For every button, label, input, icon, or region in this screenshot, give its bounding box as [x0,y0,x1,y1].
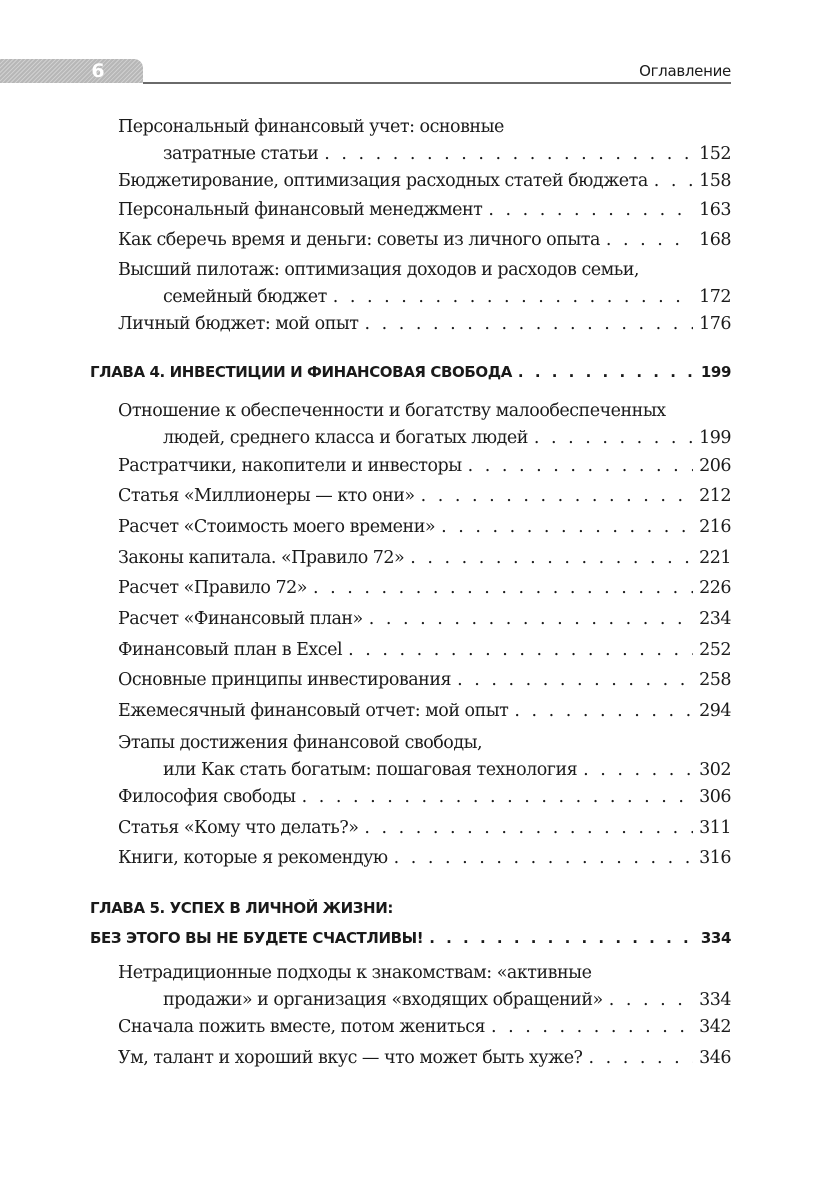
chapter-title: ГЛАВА 4. ИНВЕСТИЦИИ И ФИНАНСОВАЯ СВОБОДА [90,363,512,381]
toc-entry[interactable] [118,545,731,572]
toc-entry[interactable] [118,698,731,725]
toc-entry-title: Ежемесячный финансовый отчет: мой опыт [118,701,509,721]
leader-dots [313,575,693,602]
leader-dots [491,1014,693,1041]
leader-dots [369,606,693,633]
chapter-page: 334 [700,929,731,947]
toc-entry[interactable] [118,1014,731,1041]
toc-entry[interactable] [118,815,731,842]
toc-entry-title: Персональный финансовый менеджмент [118,200,483,220]
leader-dots [534,425,693,452]
toc-entry-page: 334 [699,990,731,1010]
toc-entry[interactable] [118,1045,731,1072]
toc-entry-page: 294 [699,701,731,721]
leader-dots [609,987,693,1014]
toc-entry-title: Отношение к обеспеченности и богатству малообеспеченных [118,401,666,421]
toc-entry-title-cont: затратные статьи [163,144,319,164]
leader-dots [421,483,693,510]
leader-dots [457,667,693,694]
page-number-tab [0,59,143,83]
toc-entry[interactable] [118,483,731,510]
leader-dots [364,311,693,338]
toc-entry-page: 306 [699,787,731,807]
leader-dots [394,845,693,872]
leader-dots [583,757,693,784]
toc-entry-page: 158 [699,171,731,191]
toc-entry-page: 212 [699,486,731,506]
running-header-title: Оглавление [639,62,731,80]
toc-entry[interactable] [118,114,731,168]
toc-entry-title: Основные принципы инвестирования [118,670,452,690]
toc-entry-title: Расчет «Стоимость моего времени» [118,517,436,537]
toc-entry-page: 176 [699,314,731,334]
toc-entry-title: Философия свободы [118,787,296,807]
toc-entry-page: 316 [699,848,731,868]
toc-entry[interactable] [118,227,731,254]
leader-dots [518,357,695,387]
leader-dots [410,545,693,572]
leader-dots [514,698,693,725]
toc-entry-page: 172 [699,287,731,307]
toc-entry[interactable] [118,845,731,872]
toc-entry-title: Книги, которые я рекомендую [118,848,388,868]
leader-dots [302,784,693,811]
chapter-title-cont: БЕЗ ЭТОГО ВЫ НЕ БУДЕТЕ СЧАСТЛИВЫ! [90,929,424,947]
toc-entry[interactable] [118,168,731,195]
toc-entry-title-cont: семейный бюджет [163,287,327,307]
toc-entry-title: Ум, талант и хороший вкус — что может быть хуже? [118,1048,583,1068]
toc-entry-title: Как сберечь время и деньги: советы из личного опыта [118,230,600,250]
toc-entry-title: Этапы достижения финансовой свободы, [118,733,483,753]
toc-entry[interactable] [118,637,731,664]
toc-entry-page: 221 [699,548,731,568]
chapter-heading[interactable] [90,893,731,953]
toc-entry-page: 302 [699,760,731,780]
toc-entry[interactable] [118,960,731,1014]
leader-dots [364,815,693,842]
toc-entry[interactable] [118,257,731,311]
leader-dots [324,141,693,168]
leader-dots [429,923,695,953]
toc-entry-page: 206 [699,456,731,476]
toc-entry-title: Личный бюджет: мой опыт [118,314,359,334]
toc-entry[interactable] [118,606,731,633]
toc-entry[interactable] [118,311,731,338]
toc-entry[interactable] [118,575,731,602]
toc-entry[interactable] [118,667,731,694]
toc-entry-title: Статья «Кому что делать?» [118,818,359,838]
leader-dots [488,197,693,224]
leader-dots [606,227,693,254]
toc-entry-title-cont: людей, среднего класса и богатых людей [163,428,528,448]
header-rule [143,82,731,84]
page-number: 6 [91,60,105,82]
toc-entry-title: Персональный финансовый учет: основные [118,117,504,137]
toc-entry-title: Статья «Миллионеры — кто они» [118,486,415,506]
toc-entry-page: 226 [699,578,731,598]
chapter-heading[interactable] [90,357,731,387]
leader-dots [348,637,693,664]
leader-dots [654,168,693,195]
toc-entry-title: Расчет «Правило 72» [118,578,307,598]
leader-dots [441,514,693,541]
page-header [0,57,731,84]
toc-entry-page: 216 [699,517,731,537]
toc-entry-title: Растратчики, накопители и инвесторы [118,456,462,476]
toc-entry[interactable] [118,453,731,480]
toc-entry-page: 252 [699,640,731,660]
toc-entry-title: Законы капитала. «Правило 72» [118,548,405,568]
toc-entry-page: 168 [699,230,731,250]
toc-entry-page: 258 [699,670,731,690]
toc-entry-title: Сначала пожить вместе, потом жениться [118,1017,486,1037]
toc-entry-page: 152 [699,144,731,164]
chapter-page: 199 [700,363,731,381]
toc-entry[interactable] [118,514,731,541]
leader-dots [468,453,693,480]
leader-dots [333,284,693,311]
toc-entry[interactable] [118,398,731,452]
toc-entry-title-cont: или Как стать богатым: пошаговая технология [163,760,578,780]
toc-entry-page: 342 [699,1017,731,1037]
toc-entry[interactable] [118,730,731,784]
toc-entry-page: 199 [699,428,731,448]
toc-entry-title: Расчет «Финансовый план» [118,609,363,629]
toc-entry-title-cont: продажи» и организация «входящих обращений» [163,990,603,1010]
toc-entry[interactable] [118,784,731,811]
toc-entry-page: 163 [699,200,731,220]
toc-entry-page: 234 [699,609,731,629]
toc-entry-page: 346 [699,1048,731,1068]
toc-entry-page: 311 [699,818,731,838]
toc-entry-title: Нетрадиционные подходы к знакомствам: «активные [118,963,592,983]
toc-entry-title: Высший пилотаж: оптимизация доходов и расходов семьи, [118,260,639,280]
toc-entry-title: Бюджетирование, оптимизация расходных статей бюджета [118,171,648,191]
toc-entry[interactable] [118,197,731,224]
leader-dots [588,1045,693,1072]
toc-entry-title: Финансовый план в Excel [118,640,343,660]
chapter-title: ГЛАВА 5. УСПЕХ В ЛИЧНОЙ ЖИЗНИ: [90,899,393,917]
